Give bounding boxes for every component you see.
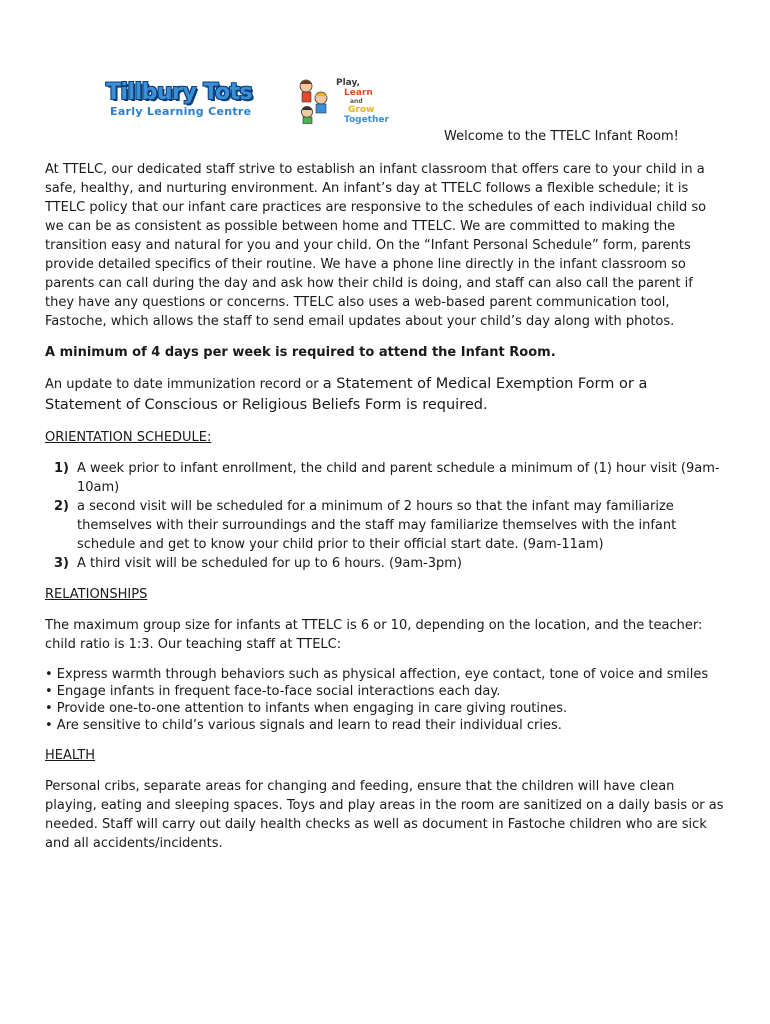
list-item: 2) a second visit will be scheduled for a minimum of 2 hours so that the infant may familiarize themselves with their surroundings and the staff may familiarize themselves with the infant schedule and get to know your child prior to their official start date. (9am-11am) bbox=[54, 499, 677, 552]
list-item: 1) A week prior to infant enrollment, the child and parent schedule a minimum of (1) hour visit (9am-10am) bbox=[54, 461, 720, 495]
list-item: 3) A third visit will be scheduled for up to 6 hours. (9am-3pm) bbox=[54, 556, 462, 571]
relationships-bullets bbox=[45, 666, 725, 734]
list-item: • Are sensitive to child’s various signals and learn to read their individual cries. bbox=[45, 718, 562, 733]
logo-subtitle: Early Learning Centre bbox=[110, 105, 252, 118]
relationships-paragraph: The maximum group size for infants at TTELC is 6 or 10, depending on the location, and the teacher: child ratio is 1:3. Our teaching staff at TTELC: bbox=[45, 618, 703, 652]
health-paragraph: Personal cribs, separate areas for changing and feeding, ensure that the children will have clean playing, eating and sleeping spaces. Toys and play areas in the room are sanitized on a daily basis or as needed. Staff will carry out daily health checks as well as document in Fastoche children who are sick and all accidents/incidents. bbox=[45, 779, 724, 851]
intro-paragraph: At TTELC, our dedicated staff strive to establish an infant classroom that offers care to your child in a safe, healthy, and nurturing environment. An infant’s day at TTELC follows a flexible schedule; it is TTELC policy that our infant care practices are responsive to the schedules of each individual child so we can be as consistent as possible between home and TTELC. We are committed to making the transition easy and natural for you and your child. On the “Infant Personal Schedule” form, parents provide detailed specifics of their routine. We have a phone line directly in the infant classroom so parents can call during the day and ask how their child is doing, and staff can also call the parent if they have any questions or concerns. TTELC also uses a web-based parent communication tool, Fastoche, which allows the staff to send email updates about your child’s day along with photos. bbox=[45, 162, 707, 329]
welcome-heading: Welcome to the TTELC Infant Room! bbox=[444, 129, 679, 144]
immunization-requirement: An update to date immunization record or a Statement of Medical Exemption Form or a Statement of Conscious or Religious Beliefs Form is required. bbox=[45, 376, 648, 413]
tillbury-tots-logo bbox=[104, 78, 404, 126]
relationships-heading: RELATIONSHIPS bbox=[45, 587, 148, 602]
logo-tagline: Play, Learn and Grow Together bbox=[336, 78, 389, 125]
list-item: • Express warmth through behaviors such as physical affection, eye contact, tone of voice and smiles bbox=[45, 667, 709, 682]
document-body bbox=[45, 160, 725, 853]
orientation-list bbox=[45, 459, 725, 573]
logo-name: Tillbury Tots bbox=[106, 80, 253, 105]
health-heading: HEALTH bbox=[45, 748, 96, 763]
minimum-days-notice: A minimum of 4 days per week is required to attend the Infant Room. bbox=[45, 345, 556, 360]
list-item: • Engage infants in frequent face-to-face social interactions each day. bbox=[45, 684, 501, 699]
list-item: • Provide one-to-one attention to infants when engaging in care giving routines. bbox=[45, 701, 568, 716]
children-illustration-icon bbox=[296, 78, 330, 124]
orientation-heading: ORIENTATION SCHEDULE: bbox=[45, 430, 212, 445]
